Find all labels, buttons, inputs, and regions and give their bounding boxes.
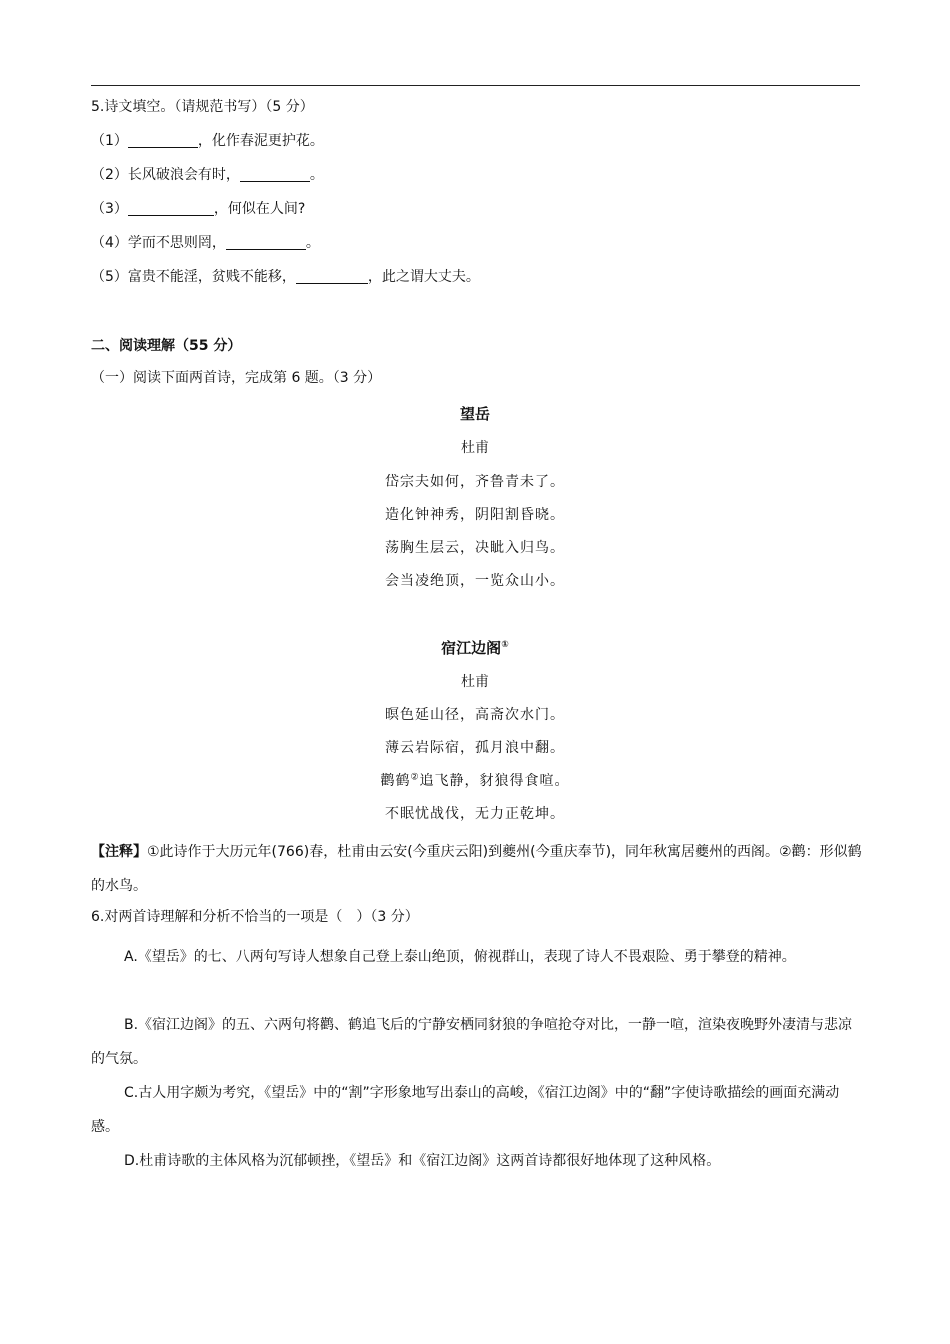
q5-item-1-blank[interactable] <box>128 133 198 148</box>
q6-option-d[interactable]: D.杜甫诗歌的主体风格为沉郁顿挫，《望岳》和《宿江边阁》这两首诗都很好地体现了这种风格。 <box>124 1153 721 1169</box>
q5-item-2-post: 。 <box>309 167 324 183</box>
poem2-line-3-footnote-mark: ② <box>410 772 420 783</box>
q6-option-b[interactable]: B.《宿江边阁》的五、六两句将鹳、鹤追飞后的宁静安栖同豺狼的争喧抢夺对比，一静一喧，渲染夜晚野外凄清与悲凉的气氛。 <box>91 1017 853 1067</box>
q5-item-3 <box>91 199 305 219</box>
section-subheading: （一）阅读下面两首诗，完成第 6 题。（3 分） <box>91 370 382 386</box>
q5-item-4-blank[interactable] <box>226 235 306 250</box>
poem1-author: 杜甫 <box>461 440 489 456</box>
q5-item-4-pre: （4）学而不思则罔， <box>91 235 226 251</box>
q6-stem: 6.对两首诗理解和分析不恰当的一项是（ ）（3 分） <box>91 909 419 925</box>
annotation-label: 【注释】 <box>91 844 147 860</box>
poem1-line-2: 造化钟神秀，阴阳割昏晓。 <box>385 507 565 523</box>
q5-item-2 <box>91 165 324 185</box>
q5-item-3-blank[interactable] <box>128 201 214 216</box>
poem2-line-3-b: 追飞静，豺狼得食喧。 <box>419 773 570 789</box>
poem2-line-4: 不眠忧战伐，无力正乾坤。 <box>385 806 565 822</box>
poem1-line-1: 岱宗夫如何，齐鲁青未了。 <box>385 474 565 490</box>
annotation-text: ①此诗作于大历元年(766)春，杜甫由云安(今重庆云阳)到夔州(今重庆奉节)，同年秋寓居夔州的西阁。②鹳：形似鹤的水鸟。 <box>91 844 862 894</box>
q5-item-1 <box>91 131 324 151</box>
annotation-note <box>91 835 862 903</box>
q5-item-1-post: ，化作春泥更护花。 <box>197 133 324 149</box>
poem2-title-text: 宿江边阁 <box>441 639 502 657</box>
q5-title: 5.诗文填空。（请规范书写）（5 分） <box>91 99 314 115</box>
poem1-title: 望岳 <box>459 405 490 423</box>
poem2-line-2: 薄云岩际宿，孤月浪中翻。 <box>385 740 565 756</box>
q6-option-c[interactable]: C.古人用字颇为考究，《望岳》中的“割”字形象地写出泰山的高峻，《宿江边阁》中的“翻”字使诗歌描绘的画面充满动感。 <box>91 1085 840 1135</box>
q5-item-2-blank[interactable] <box>240 167 310 182</box>
q5-item-3-post: ，何似在人间? <box>213 201 306 217</box>
top-rule <box>91 85 860 86</box>
q5-item-4-post: 。 <box>305 235 320 251</box>
q5-item-2-pre: （2）长风破浪会有时， <box>91 167 240 183</box>
poem1-line-4: 会当凌绝顶，一览众山小。 <box>385 573 565 589</box>
poem2-line-3-a: 鹳鹤 <box>380 773 411 789</box>
q5-item-5-pre: （5）富贵不能淫，贫贱不能移， <box>91 269 296 285</box>
poem1-line-3: 荡胸生层云，决眦入归鸟。 <box>385 540 565 556</box>
poem2-line-1: 暝色延山径，高斋次水门。 <box>385 707 565 723</box>
q5-item-5 <box>91 267 480 287</box>
poem2-title <box>0 637 950 658</box>
poem2-title-footnote-mark: ① <box>501 640 509 650</box>
poem2-author: 杜甫 <box>461 674 489 690</box>
poem2-line-3 <box>0 770 950 790</box>
section-heading: 二、阅读理解（55 分） <box>91 338 242 354</box>
q5-item-4 <box>91 233 320 253</box>
q6-option-a[interactable]: A.《望岳》的七、八两句写诗人想象自己登上泰山绝顶，俯视群山，表现了诗人不畏艰险、勇于攀登的精神。 <box>124 949 796 965</box>
q5-item-5-post: ，此之谓大丈夫。 <box>367 269 480 285</box>
q5-item-3-pre: （3） <box>91 201 128 217</box>
q5-item-1-pre: （1） <box>91 133 128 149</box>
q5-item-5-blank[interactable] <box>296 269 368 284</box>
